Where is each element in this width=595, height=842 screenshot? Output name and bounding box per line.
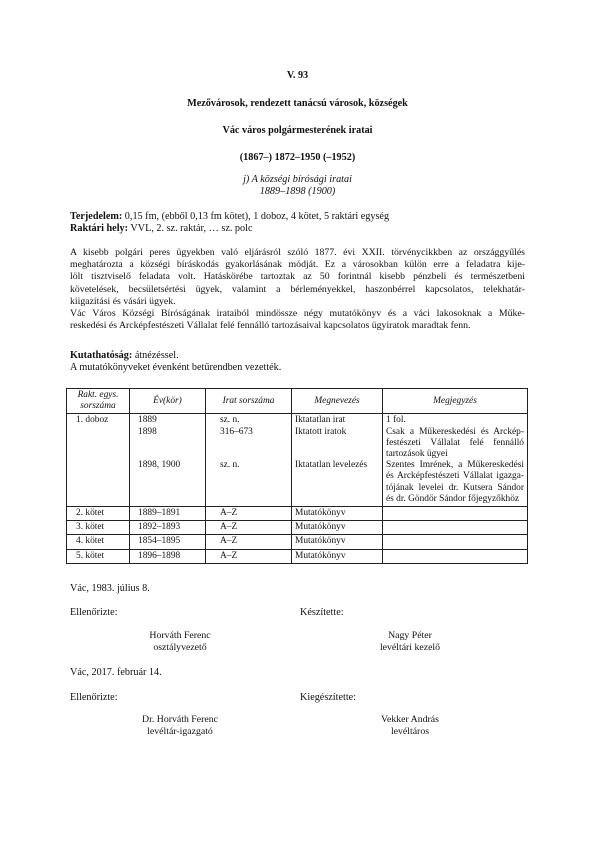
checker1-name: Horváth Ferenc [149, 630, 211, 641]
table-row [67, 414, 528, 507]
checker1-role: osztályvezető [153, 642, 207, 654]
cell-note [383, 535, 528, 549]
checker1-signature [120, 630, 240, 655]
checker2-role: levéltár-igazgató [147, 726, 213, 738]
preparer-signature [350, 630, 470, 655]
completer-name: Vekker András [381, 714, 439, 725]
cell-number: A–Z [206, 507, 292, 521]
box-note: Szentes Imrének, a Műkereskedési [386, 460, 524, 471]
box-year: 1889 [138, 415, 157, 426]
extent-line [70, 211, 389, 222]
description [70, 247, 525, 332]
checked-label-1: Ellenőrizte: [70, 607, 118, 618]
checked-label-2: Ellenőrizte: [70, 692, 118, 703]
box-note: tójának levelei dr. Kutsera Sándor [386, 482, 524, 493]
completed-label: Kiegészítette: [300, 692, 357, 703]
fonds-code: V. 93 [286, 70, 309, 81]
preparer-role: levéltári kezelő [379, 642, 441, 654]
cell-note [383, 521, 528, 535]
location-line [70, 223, 252, 234]
description-line: Vác Város Községi Bíróságának irataiból mindössze négy mutatókönyv és a váci lakosoknak a Műke- [70, 308, 525, 320]
box-number: sz. n. [220, 460, 240, 471]
row-unit: 2. kötet [76, 508, 105, 519]
access-value: átnézéssel. [132, 350, 179, 361]
box-number: sz. n. [220, 415, 240, 426]
date-1983: Vác, 1983. július 8. [70, 583, 150, 594]
cell-years: 1854–1895 [130, 535, 206, 549]
cell-name: Mutatókönyv [292, 507, 383, 521]
access-note: A mutatókönyveket évenként betűrendben vezették. [70, 362, 282, 373]
box-year: 1898 [138, 426, 157, 437]
category-title: Mezővárosok, rendezett tanácsú városok, községek [187, 98, 408, 109]
row-unit: 3. kötet [76, 522, 105, 533]
cell-years: 1896–1898 [130, 549, 206, 563]
fonds-title: Vác város polgármesterének iratai [222, 125, 373, 136]
box-note: festészeti Vállalat felé fennálló [386, 437, 524, 448]
cell-name: Mutatókönyv [292, 549, 383, 563]
prepared-label: Készítette: [300, 607, 344, 618]
extent-label: Terjedelem: [70, 211, 123, 222]
box-note: és Arcképfestészeti Vállalat igazga- [386, 471, 524, 482]
description-line: meghatározta a községi bíráskodás gyakorlásának módját. Ez a városokban külön erre a feladatra kije- [70, 259, 525, 271]
extent-value: 0,15 fm, (ebből 0,13 fm kötet), 1 doboz, 4 kötet, 5 raktári egység [122, 211, 390, 222]
completer-signature [350, 714, 470, 739]
checker2-signature [120, 714, 240, 739]
cell-note [383, 414, 528, 507]
header-number: Irat sorszáma [206, 389, 292, 414]
cell-number: A–Z [206, 535, 292, 549]
fonds-years: (1867–) 1872–1950 (–1952) [239, 152, 356, 163]
box-name: Iktatott iratok [295, 426, 347, 437]
cell-note [383, 549, 528, 563]
cell-name: Mutatókönyv [292, 535, 383, 549]
box-note: Csak a Műkereskedési és Arckép- [386, 426, 524, 437]
description-line: reskedési és Arcképfestészeti Vállalat felé fennálló tartozásaival kapcsolatos ügyiratok maradtak fenn. [70, 320, 471, 332]
cell-number [206, 414, 292, 507]
cell-number: A–Z [206, 549, 292, 563]
cell-unit [67, 414, 130, 507]
subfonds-years: 1889–1898 (1900) [259, 186, 336, 197]
box-note: és dr. Göndör Sándor főjegyzőkhöz [386, 493, 520, 504]
access-line [70, 350, 179, 361]
cell-number: A–Z [206, 521, 292, 535]
cell-note [383, 507, 528, 521]
cell-unit [67, 549, 130, 563]
table-row [67, 535, 528, 549]
box-year: 1898, 1900 [138, 460, 181, 471]
box-note: tartozások ügyei [386, 449, 448, 460]
table-row [67, 549, 528, 563]
box-note: 1 fol. [386, 415, 406, 426]
header-name: Megnevezés [292, 389, 383, 414]
checker2-name: Dr. Horváth Ferenc [142, 714, 218, 725]
register-table [66, 388, 528, 564]
description-line: lölt tisztviselő feladata volt. Hatáskörébe tartoztak az 50 forintnál kisebb pénzbeli és természetbeni [70, 271, 525, 283]
cell-unit [67, 521, 130, 535]
cell-unit [67, 507, 130, 521]
cell-years: 1889–1891 [130, 507, 206, 521]
access-label: Kutathatóság: [70, 350, 133, 361]
header-note: Megjegyzés [383, 389, 528, 414]
location-label: Raktári hely: [70, 223, 129, 234]
row-unit: 4. kötet [76, 536, 105, 547]
header-years: Év(kör) [130, 389, 206, 414]
location-value: VVL, 2. sz. raktár, … sz. polc [128, 223, 253, 234]
table-header-row [67, 389, 528, 414]
box-number: 316–673 [220, 426, 253, 437]
subfonds-title: j) A községi bírósági iratai [243, 174, 352, 185]
date-2017: Vác, 2017. február 14. [70, 667, 162, 678]
cell-name [292, 414, 383, 507]
cell-unit [67, 535, 130, 549]
row-unit: 5. kötet [76, 550, 105, 561]
cell-years: 1892–1893 [130, 521, 206, 535]
table-row [67, 521, 528, 535]
box-unit: 1. doboz [76, 415, 109, 426]
description-line: követelések, becsületsértési ügyek, valamint a bérleményekkel, haszonbérrel kapcsolatos, telekhatár- [70, 283, 525, 295]
cell-years [130, 414, 206, 507]
header-unit: Rakt. egys. sorszáma [67, 389, 130, 414]
cell-name: Mutatókönyv [292, 521, 383, 535]
box-name: Iktatatlan levelezés [295, 460, 368, 471]
preparer-name: Nagy Péter [388, 630, 432, 641]
table-row [67, 507, 528, 521]
description-line: A kisebb polgári peres ügyekben való eljárásról szóló 1877. évi XXII. törvénycikkben az országgyűlés [70, 247, 525, 258]
box-name: Iktatatlan irat [295, 415, 346, 426]
description-line: kiigazítási és vásári ügyek. [70, 295, 176, 307]
completer-role: levéltáros [390, 726, 430, 738]
